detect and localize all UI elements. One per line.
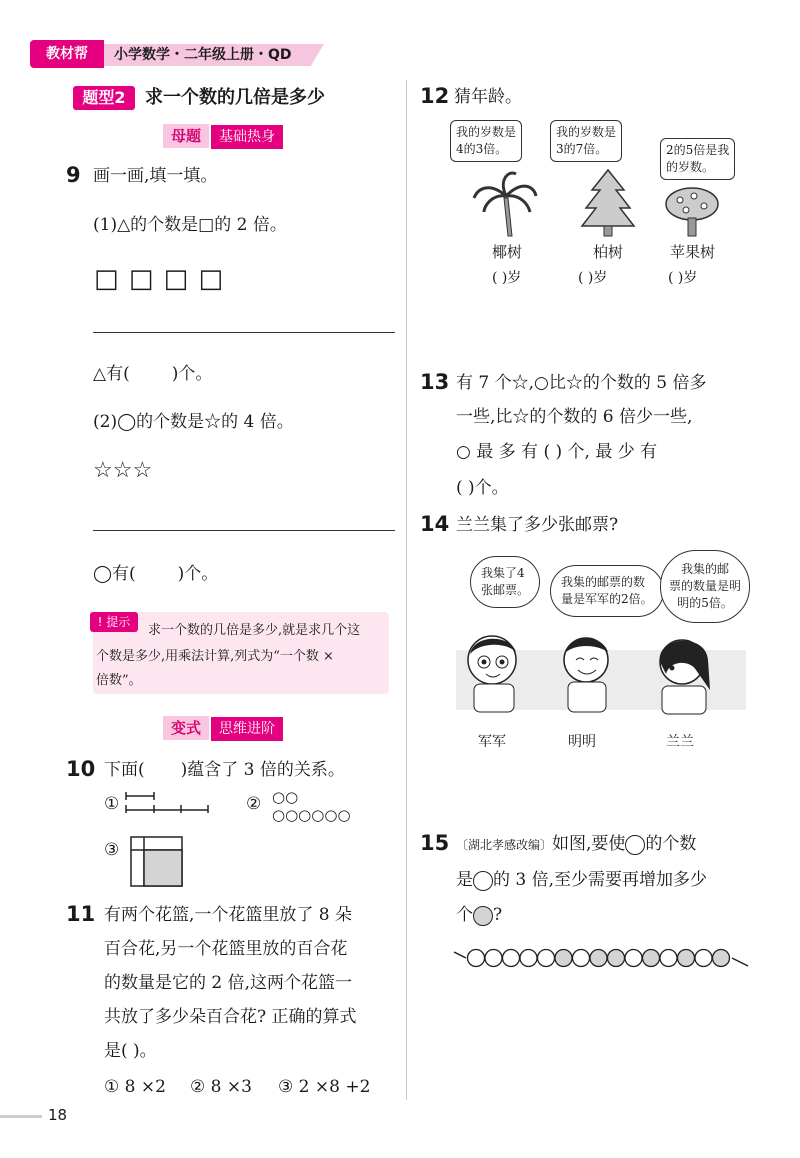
q9-squares: □ □ □ □: [94, 264, 225, 294]
q15-line-2-prefix: 是: [456, 870, 473, 890]
circle-icon: ◯: [117, 412, 137, 432]
girl-lanlan-icon: [660, 640, 710, 714]
section-variant: [163, 716, 283, 740]
boy-mingming-icon: [564, 638, 608, 712]
q15-line-1: [456, 832, 696, 857]
q12-text: 猜年龄。: [454, 87, 522, 107]
white-bead: [625, 950, 642, 967]
tip-line-1: 求一个数的几倍是多少,就是求几个这: [148, 623, 361, 638]
q10-option2-bottom-circles: ○○○○○○: [272, 806, 351, 824]
white-bead: [573, 950, 590, 967]
q12-number: 12: [420, 84, 450, 108]
q9-stars: ☆☆☆: [93, 458, 153, 483]
q9-part2-mid: 的个数是: [136, 412, 205, 432]
q9-part1-suffix: 的 2 倍。: [214, 215, 287, 235]
q15-number: 15: [420, 831, 450, 855]
q11-line-4: 共放了多少朵百合花? 正确的算式: [104, 1007, 357, 1027]
section-variant-sub: 思维进阶: [211, 717, 283, 741]
apple-tree-icon: [662, 186, 722, 238]
q14-text: 兰兰集了多少张邮票?: [456, 515, 619, 535]
q9-part2-prefix: (2): [93, 412, 118, 432]
white-bead: [468, 950, 485, 967]
type-badge: 题型2: [73, 86, 135, 110]
tip-badge: [90, 612, 138, 632]
q9-answer2-suffix: )个。: [177, 564, 219, 584]
q15-line-1-prefix: 如图,要使: [552, 834, 626, 854]
q10-text: [104, 758, 345, 782]
star-icon: ☆: [204, 412, 222, 432]
gray-bead: [678, 950, 695, 967]
q9-part1: [93, 213, 287, 237]
q9-part1-mid: 的个数是: [130, 215, 199, 235]
q9-draw-line-1[interactable]: [93, 332, 395, 333]
q12-answer-1[interactable]: ( )岁: [492, 270, 522, 286]
white-bead: [660, 950, 677, 967]
q14-name-junjun: 军军: [478, 734, 506, 750]
q15-line-3: [456, 903, 502, 927]
q9-answer1-prefix: △有(: [93, 364, 130, 384]
q12-bubble-cypress: 我的岁数是 3的7倍。: [550, 120, 622, 162]
gray-bead: [643, 950, 660, 967]
boy-junjun-icon: [468, 636, 516, 712]
brand-tag: 教材帮: [30, 40, 104, 68]
q15-bead-string: [452, 938, 752, 978]
cypress-tree-icon: [578, 168, 638, 238]
q15-line-2-suffix: 的 3 倍,至少需要再增加多少: [493, 870, 708, 890]
q12-bubble-coconut: 我的岁数是 4的3倍。: [450, 120, 522, 162]
q15-line-3-suffix: ?: [493, 905, 503, 925]
q14-children-illustration: [456, 630, 746, 725]
q9-part2: [93, 410, 294, 434]
tip-line-2: 个数是多少,用乘法计算,列式为“一个数 ×: [96, 649, 334, 664]
q11-option-2[interactable]: ② 8 ×3: [190, 1077, 252, 1097]
q14-number: 14: [420, 512, 450, 536]
section-base-sub: 基础热身: [211, 125, 283, 149]
q13-number: 13: [420, 370, 450, 394]
q14-bubble-lanlan: 我集的邮 票的数量是明 明的5倍。: [660, 550, 750, 623]
q13-line-3[interactable]: ○ 最 多 有 ( ) 个, 最 少 有: [456, 442, 658, 462]
q9-number: 9: [66, 163, 81, 187]
coconut-tree-icon: [470, 168, 540, 238]
q10-option3-square: [130, 836, 184, 888]
gray-circle-icon: [473, 906, 493, 926]
q10-text-suffix: )蕴含了 3 倍的关系。: [180, 760, 345, 780]
white-bead: [485, 950, 502, 967]
column-divider: [406, 80, 407, 1100]
q9-answer2-prefix: ◯有(: [93, 564, 136, 584]
q9-answer1: [93, 362, 212, 386]
q11-number: 11: [66, 902, 96, 926]
q9-part2-suffix: 的 4 倍。: [221, 412, 294, 432]
q11-line-3: 的数量是它的 2 倍,这两个花篮一: [104, 973, 353, 993]
q12-tree-name-1: 椰树: [492, 243, 523, 261]
square-icon: □: [198, 215, 215, 235]
q10-option3-label: ③: [104, 840, 120, 860]
gray-bead: [590, 950, 607, 967]
q10-option2-top-circles: ○○: [272, 788, 299, 806]
gray-bead: [608, 950, 625, 967]
tip-badge-label: 提示: [106, 615, 131, 629]
q9-answer1-suffix: )个。: [171, 364, 213, 384]
white-bead: [538, 950, 555, 967]
triangle-icon: △: [117, 215, 131, 235]
section-base-main: 母题: [163, 124, 209, 148]
q9-text: 画一画,填一填。: [93, 166, 218, 186]
section-variant-main: 变式: [163, 716, 209, 740]
q11-line-1: 有两个花篮,一个花篮里放了 8 朵: [104, 905, 353, 925]
page-number: 18: [48, 1106, 68, 1124]
q12-tree-name-3: 苹果树: [670, 243, 716, 261]
q14-name-lanlan: 兰兰: [666, 734, 694, 750]
q10-text-prefix: 下面(: [104, 760, 145, 780]
section-base: [163, 124, 283, 148]
q9-draw-line-2[interactable]: [93, 530, 395, 531]
q11-option-3[interactable]: ③ 2 ×8 +2: [278, 1077, 371, 1097]
q9-part1-prefix: (1): [93, 215, 118, 235]
q15-line-1-suffix: 的个数: [645, 834, 697, 854]
white-circle-icon: [473, 871, 493, 891]
q12-answer-3[interactable]: ( )岁: [668, 270, 698, 286]
white-bead: [695, 950, 712, 967]
q14-bubble-mingming: 我集的邮票的数 量是军军的2倍。: [550, 565, 664, 617]
q12-bubble-apple: 2的5倍是我 的岁数。: [660, 138, 735, 180]
q11-line-2: 百合花,另一个花篮里放的百合花: [104, 939, 348, 959]
q11-option-1[interactable]: ① 8 ×2: [104, 1077, 166, 1097]
q14-name-mingming: 明明: [568, 734, 596, 750]
q10-option1-segments: [124, 790, 214, 816]
gray-bead: [713, 950, 730, 967]
q10-number: 10: [66, 757, 96, 781]
q12-answer-2[interactable]: ( )岁: [578, 270, 608, 286]
q11-line-5[interactable]: 是( )。: [104, 1041, 157, 1061]
q13-line-2: 一些,比☆的个数的 6 倍少一些,: [456, 407, 693, 427]
q15-source: 〔湖北孝感改编〕: [456, 838, 553, 852]
white-bead: [520, 950, 537, 967]
q10-option1-label: ①: [104, 794, 120, 814]
white-circle-icon: [625, 835, 645, 855]
q13-line-4[interactable]: ( )个。: [456, 478, 509, 498]
exclaim-icon: !: [97, 615, 107, 629]
q14-bubble-junjun: 我集了4 张邮票。: [470, 556, 540, 608]
tip-line-3: 倍数”。: [96, 673, 142, 688]
white-bead: [503, 950, 520, 967]
q9-answer2: [93, 562, 218, 586]
header-title: 小学数学・二年级上册・QD: [114, 47, 292, 63]
q13-line-1: 有 7 个☆,○比☆的个数的 5 倍多: [456, 373, 707, 393]
q10-option2-label: ②: [246, 794, 262, 814]
type-title: 求一个数的几倍是多少: [145, 87, 325, 108]
q15-line-3-prefix: 个: [456, 905, 473, 925]
gray-bead: [555, 950, 572, 967]
q12-tree-name-2: 柏树: [593, 243, 624, 261]
footer-bar: [0, 1115, 42, 1118]
q15-line-2: [456, 868, 707, 892]
